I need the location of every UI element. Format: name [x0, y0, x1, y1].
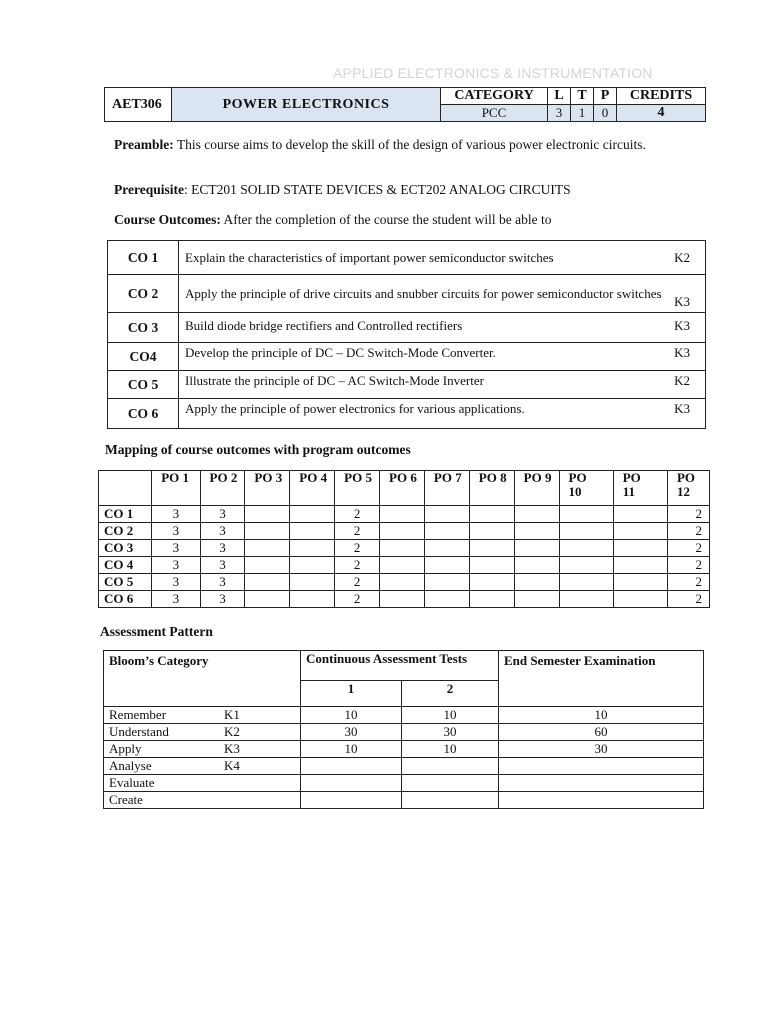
bloom-level-cell [104, 724, 301, 741]
bloom-level-name: Create [109, 792, 143, 807]
mapping-value-cell: 2 [335, 506, 380, 523]
co-description: Apply the principle of drive circuits and snubber circuits for power semiconductor switches K3 [179, 275, 706, 313]
mapping-value-cell [380, 506, 425, 523]
mapping-value-cell [380, 591, 425, 608]
prerequisite-text: : ECT201 SOLID STATE DEVICES & ECT202 ANALOG CIRCUITS [184, 182, 571, 197]
po-header: PO 3 [245, 471, 290, 506]
mapping-value-cell [424, 540, 469, 557]
po-header: PO 10 [559, 471, 613, 506]
mapping-co-id: CO 1 [99, 506, 152, 523]
mapping-value-cell [469, 506, 514, 523]
mapping-value-cell [559, 591, 613, 608]
assessment-row [104, 775, 704, 792]
po-header: PO 1 [152, 471, 200, 506]
mapping-value-cell [245, 557, 290, 574]
p-value: 0 [594, 105, 617, 122]
mapping-value-cell [514, 557, 559, 574]
mapping-row [99, 591, 710, 608]
assessment-header-row [104, 651, 704, 681]
mapping-value-cell [290, 557, 335, 574]
mapping-value-cell [613, 557, 667, 574]
mapping-value-cell [290, 574, 335, 591]
mapping-value-cell: 3 [200, 574, 245, 591]
prerequisite-label: Prerequisite [114, 182, 184, 197]
test-2-marks: 10 [402, 707, 499, 724]
po-header: PO 7 [424, 471, 469, 506]
mapping-row [99, 523, 710, 540]
test-2-marks [402, 775, 499, 792]
mapping-co-id: CO 3 [99, 540, 152, 557]
bloom-level-name: Apply [109, 741, 142, 756]
mapping-value-cell [613, 506, 667, 523]
course-title: POWER ELECTRONICS [172, 88, 441, 122]
bloom-level-name: Evaluate [109, 775, 155, 790]
bloom-level-name: Remember [109, 707, 167, 722]
mapping-value-cell [559, 540, 613, 557]
mapping-value-cell [245, 540, 290, 557]
po-mapping-table [98, 470, 710, 608]
mapping-value-cell [514, 591, 559, 608]
blooms-category-header: Bloom’s Category [104, 651, 301, 707]
mapping-value-cell [559, 574, 613, 591]
co-description: Apply the principle of power electronics for various applications. K3 [179, 399, 706, 429]
co-row [108, 275, 706, 313]
preamble-label: Preamble: [114, 137, 174, 152]
test-2-header: 2 [402, 681, 499, 707]
mapping-value-cell [613, 591, 667, 608]
credits-value: 4 [617, 105, 706, 122]
course-outcomes-intro [114, 211, 694, 229]
co-knowledge-level: K2 [674, 249, 690, 265]
mapping-value-cell: 3 [200, 540, 245, 557]
course-code: AET306 [105, 88, 172, 122]
mapping-value-cell [514, 523, 559, 540]
bloom-level-cell [104, 741, 301, 758]
course-outcomes-table [107, 240, 706, 429]
co-knowledge-level: K3 [674, 294, 690, 309]
l-label: L [548, 88, 571, 105]
mapping-value-cell [245, 574, 290, 591]
assessment-row [104, 792, 704, 809]
preamble [114, 136, 694, 154]
co-id: CO 1 [108, 241, 179, 275]
mapping-co-id: CO 4 [99, 557, 152, 574]
po-header: PO 6 [380, 471, 425, 506]
po-header: PO 2 [200, 471, 245, 506]
test-1-marks: 10 [301, 707, 402, 724]
co-row [108, 371, 706, 399]
mapping-row [99, 506, 710, 523]
mapping-value-cell [380, 557, 425, 574]
mapping-value-cell [245, 523, 290, 540]
mapping-row [99, 557, 710, 574]
prerequisite [114, 181, 694, 199]
mapping-corner-cell [99, 471, 152, 506]
mapping-value-cell: 2 [667, 523, 709, 540]
mapping-value-cell: 3 [152, 540, 200, 557]
mapping-value-cell: 3 [200, 506, 245, 523]
bloom-level-cell [104, 775, 301, 792]
category-value: PCC [441, 105, 548, 122]
mapping-value-cell [559, 506, 613, 523]
mapping-value-cell [380, 540, 425, 557]
mapping-value-cell: 3 [152, 591, 200, 608]
test-1-marks [301, 792, 402, 809]
assessment-row [104, 707, 704, 724]
bloom-level-name: Analyse [109, 758, 152, 773]
po-header: PO 8 [469, 471, 514, 506]
co-row [108, 399, 706, 429]
p-label: P [594, 88, 617, 105]
mapping-value-cell [559, 557, 613, 574]
mapping-row [99, 540, 710, 557]
end-semester-marks: 30 [499, 741, 704, 758]
l-value: 3 [548, 105, 571, 122]
course-header-table [104, 87, 706, 122]
bloom-level-name: Understand [109, 724, 169, 739]
po-header: PO 12 [667, 471, 709, 506]
mapping-value-cell: 2 [667, 557, 709, 574]
end-semester-marks: 10 [499, 707, 704, 724]
mapping-value-cell [290, 540, 335, 557]
test-1-marks: 10 [301, 741, 402, 758]
po-header: PO 9 [514, 471, 559, 506]
mapping-value-cell [424, 506, 469, 523]
mapping-value-cell: 2 [667, 506, 709, 523]
bloom-level-code: K3 [224, 741, 240, 756]
mapping-value-cell [424, 557, 469, 574]
mapping-value-cell: 3 [152, 506, 200, 523]
co-knowledge-level: K3 [674, 401, 690, 416]
co-knowledge-level: K3 [674, 318, 690, 333]
mapping-value-cell: 2 [335, 591, 380, 608]
mapping-value-cell: 3 [152, 574, 200, 591]
mapping-value-cell: 3 [152, 557, 200, 574]
mapping-co-id: CO 5 [99, 574, 152, 591]
mapping-value-cell [514, 506, 559, 523]
mapping-value-cell [290, 506, 335, 523]
mapping-value-cell [245, 591, 290, 608]
mapping-value-cell: 2 [667, 574, 709, 591]
mapping-row [99, 574, 710, 591]
end-semester-marks [499, 775, 704, 792]
mapping-value-cell: 2 [667, 540, 709, 557]
end-semester-marks: 60 [499, 724, 704, 741]
mapping-value-cell [424, 523, 469, 540]
po-header: PO 11 [613, 471, 667, 506]
bloom-level-code: K4 [224, 758, 240, 773]
mapping-value-cell [469, 523, 514, 540]
mapping-value-cell [245, 506, 290, 523]
co-knowledge-level: K3 [674, 345, 690, 360]
mapping-value-cell [559, 523, 613, 540]
mapping-value-cell [469, 574, 514, 591]
po-header: PO 4 [290, 471, 335, 506]
mapping-value-cell: 3 [200, 523, 245, 540]
co-id: CO 3 [108, 313, 179, 343]
test-2-marks: 30 [402, 724, 499, 741]
co-id: CO 5 [108, 371, 179, 399]
mapping-value-cell [424, 574, 469, 591]
test-2-marks: 10 [402, 741, 499, 758]
co-row [108, 313, 706, 343]
course-outcomes-text: After the completion of the course the student will be able to [220, 212, 552, 227]
mapping-value-cell [469, 540, 514, 557]
mapping-value-cell: 3 [200, 591, 245, 608]
assessment-row [104, 724, 704, 741]
test-1-header: 1 [301, 681, 402, 707]
mapping-value-cell [469, 591, 514, 608]
co-description: Explain the characteristics of important power semiconductor switches K2 [179, 241, 706, 275]
mapping-value-cell [290, 591, 335, 608]
mapping-value-cell: 2 [335, 557, 380, 574]
co-id: CO4 [108, 343, 179, 371]
credits-label: CREDITS [617, 88, 706, 105]
co-row [108, 241, 706, 275]
test-1-marks [301, 758, 402, 775]
co-id: CO 6 [108, 399, 179, 429]
bloom-level-cell [104, 792, 301, 809]
mapping-value-cell: 2 [335, 523, 380, 540]
assessment-heading: Assessment Pattern [100, 624, 213, 639]
co-description: Build diode bridge rectifiers and Controlled rectifiers K3 [179, 313, 706, 343]
end-semester-marks [499, 758, 704, 775]
end-semester-header: End Semester Examination [499, 651, 704, 707]
mapping-co-id: CO 2 [99, 523, 152, 540]
mapping-value-cell [613, 540, 667, 557]
mapping-co-id: CO 6 [99, 591, 152, 608]
bloom-level-cell [104, 707, 301, 724]
mapping-value-cell [424, 591, 469, 608]
mapping-value-cell: 2 [335, 540, 380, 557]
bloom-level-code: K2 [224, 724, 240, 739]
course-outcomes-label: Course Outcomes: [114, 212, 221, 227]
mapping-value-cell [469, 557, 514, 574]
mapping-value-cell: 3 [200, 557, 245, 574]
end-semester-marks [499, 792, 704, 809]
mapping-value-cell [380, 523, 425, 540]
mapping-heading: Mapping of course outcomes with program outcomes [105, 442, 411, 457]
co-knowledge-level: K2 [674, 373, 690, 388]
header-watermark: APPLIED ELECTRONICS & INSTRUMENTATION [333, 65, 653, 81]
assessment-table [103, 650, 704, 809]
test-2-marks [402, 758, 499, 775]
mapping-value-cell: 3 [152, 523, 200, 540]
mapping-value-cell [290, 523, 335, 540]
category-label: CATEGORY [441, 88, 548, 105]
co-description: Illustrate the principle of DC – AC Switch-Mode Inverter K2 [179, 371, 706, 399]
test-2-marks [402, 792, 499, 809]
test-1-marks [301, 775, 402, 792]
assessment-row [104, 741, 704, 758]
continuous-assessment-header: Continuous Assessment Tests [301, 651, 499, 681]
po-header: PO 5 [335, 471, 380, 506]
co-id: CO 2 [108, 275, 179, 313]
t-label: T [571, 88, 594, 105]
mapping-value-cell [613, 574, 667, 591]
mapping-value-cell [613, 523, 667, 540]
mapping-value-cell: 2 [667, 591, 709, 608]
mapping-value-cell [380, 574, 425, 591]
mapping-value-cell: 2 [335, 574, 380, 591]
preamble-text: This course aims to develop the skill of the design of various power electronic circuits. [173, 137, 646, 152]
bloom-level-cell [104, 758, 301, 775]
mapping-header-row [99, 471, 710, 506]
mapping-value-cell [514, 540, 559, 557]
co-row [108, 343, 706, 371]
test-1-marks: 30 [301, 724, 402, 741]
co-description: Develop the principle of DC – DC Switch-Mode Converter. K3 [179, 343, 706, 371]
mapping-value-cell [514, 574, 559, 591]
bloom-level-code: K1 [224, 707, 240, 722]
t-value: 1 [571, 105, 594, 122]
assessment-row [104, 758, 704, 775]
